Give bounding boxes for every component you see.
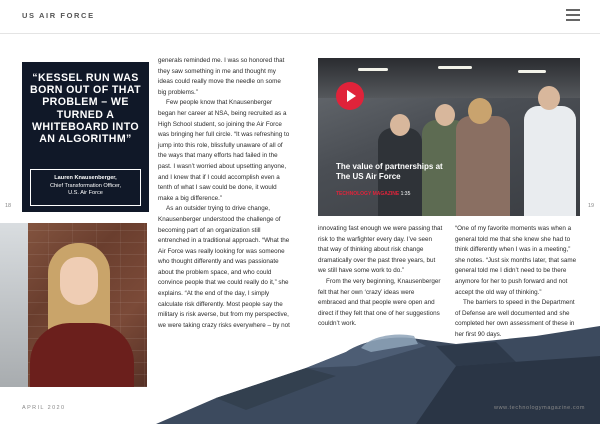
pull-quote (22, 62, 149, 212)
video-channel: TECHNOLOGY MAGAZINE (336, 191, 400, 197)
video-duration: 1:35 (400, 191, 411, 197)
paragraph: The barriers to speed in the Department of Defense are well documented and she completed her own assessment of these in her first 90 days. (455, 299, 575, 338)
paragraph: Few people know that Knausenberger began her career at NSA, being recruited as a High School student, so joining the Air Force was bringing her full circle. “It was refreshing to jump into this role, blissfully unaware of all of the ways that many efforts had failed in the past. I wasn’t worried about upsetting anyone, and I knew that if I could accomplish even a tenth of what I saw could be done, it would make a big difference.” (158, 99, 290, 202)
quote-author-name: Lauren Knausenberger, (54, 175, 117, 181)
website-link[interactable]: www.technologymagazine.com (494, 405, 586, 411)
portrait-photo (0, 223, 147, 387)
issue-date: APRIL 2020 (22, 405, 66, 411)
paragraph: innovating fast enough we were passing that risk to the warfighter every day. I’ve seen that way of thinking about risk change dramatically over the past three years, but we still have some work to do.” (318, 225, 443, 275)
pull-quote-text: “KESSEL RUN WAS BORN OUT OF THAT PROBLEM – WE TURNED A WHITEBOARD INTO AN ALGORITHM” (30, 72, 141, 146)
page-number-right: 19 (588, 203, 595, 209)
pull-quote-attribution (30, 169, 141, 206)
magazine-section-title: US AIR FORCE (22, 11, 95, 20)
video-title: The value of partnerships at The US Air Force (336, 162, 443, 181)
paragraph: As an outsider trying to drive change, Knausenberger understood the challenge of becoming part of an organization still entrenched in a traditional approach. “What the Air Force was really looking for was someone who thought differently and was passionate about the problem space, and who could convince people that we could really do it,” she explains. “At the end of the day, I simply calculate risk differently. Most people say the military is risk averse, but from my perspective, we were taking crazy risks everywhere – by not (158, 205, 290, 329)
paragraph: generals reminded me. I was so honored that they saw something in me and thought my ideas could really move the needle on some big problems.” (158, 57, 285, 96)
video-thumbnail[interactable] (318, 58, 580, 216)
quote-author-role: Chief Transformation Officer, (49, 182, 122, 189)
paragraph: “One of my favorite moments was when a general told me that she knew she had to think differently when I was in a meeting,” she notes. “Just six months later, that same general told me I didn’t need to be there anymore for her to push forward and not accept the old way of thinking.” (455, 225, 577, 296)
top-bar (0, 0, 600, 34)
quote-author-org: U.S. Air Force (68, 190, 103, 197)
page-number-left: 18 (5, 203, 12, 209)
play-icon[interactable] (336, 82, 364, 110)
hamburger-menu-icon[interactable] (566, 9, 580, 21)
article-column-1 (158, 56, 290, 331)
video-meta (336, 191, 410, 197)
paragraph: From the very beginning, Knausenberger felt that her own ‘crazy’ ideas were embraced and that people were open and direct if they felt that one of her suggestions couldn’t work. (318, 277, 441, 328)
